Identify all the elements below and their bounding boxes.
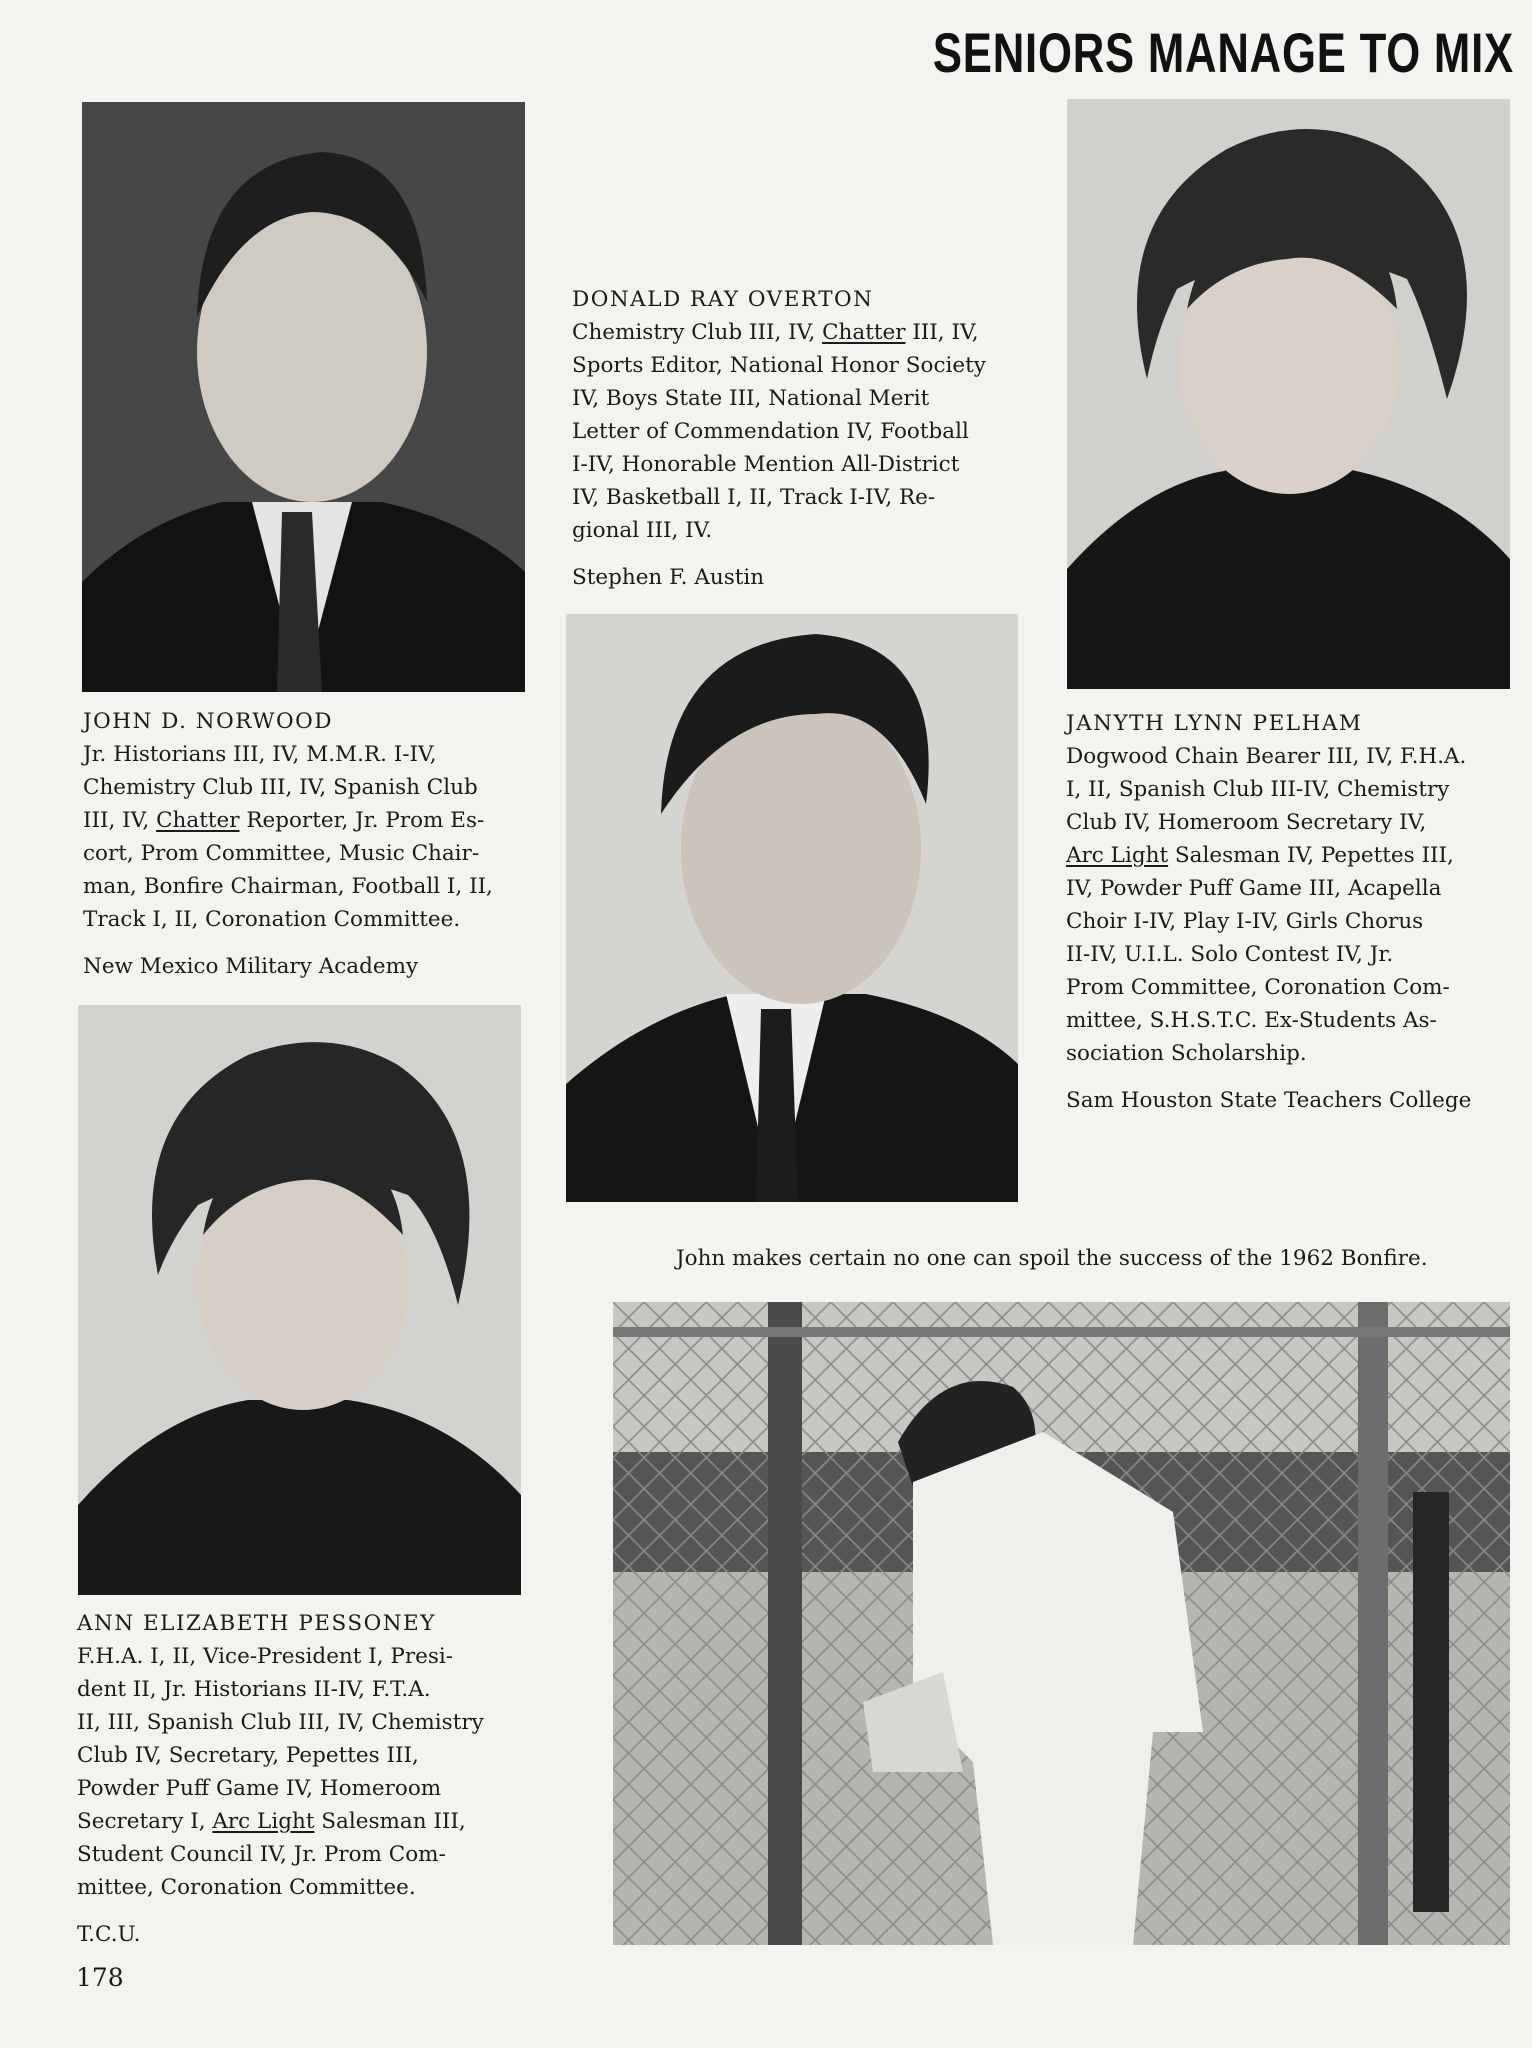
bio-text: Secretary I, [77, 1809, 213, 1834]
bio-line [1066, 839, 1471, 872]
bio-line: IV, Boys State III, National Merit [572, 386, 930, 411]
bio-text: III, IV, [905, 320, 979, 345]
bio-line: I-IV, Honorable Mention All-District [572, 452, 960, 477]
bio-line: I, II, Spanish Club III-IV, Chemistry [1066, 777, 1450, 802]
bio-line: Chemistry Club III, IV, Spanish Club [83, 775, 478, 800]
bio-overton [572, 283, 986, 594]
bio-line: IV, Powder Puff Game III, Acapella [1066, 876, 1442, 901]
bio-line: mittee, Coronation Committee. [77, 1875, 416, 1900]
portrait-photo-pelham [1067, 99, 1510, 689]
student-name: JANYTH LYNN PELHAM [1066, 711, 1363, 736]
bio-line: II-IV, U.I.L. Solo Contest IV, Jr. [1066, 942, 1394, 967]
bio-text: Salesman III, [314, 1809, 466, 1834]
college-name: New Mexico Military Academy [83, 954, 419, 979]
bio-line: IV, Basketball I, II, Track I-IV, Re- [572, 485, 936, 510]
bio-norwood [83, 705, 493, 983]
bio-text: Salesman IV, Pepettes III, [1168, 843, 1454, 868]
bio-text: III, IV, [83, 808, 157, 833]
bio-line: Jr. Historians III, IV, M.M.R. I-IV, [83, 742, 437, 767]
college-name: Stephen F. Austin [572, 565, 765, 590]
bio-line: Student Council IV, Jr. Prom Com- [77, 1842, 446, 1867]
bio-line: Club IV, Secretary, Pepettes III, [77, 1743, 419, 1768]
publication-title: Chatter [822, 320, 906, 345]
bio-line: Dogwood Chain Bearer III, IV, F.H.A. [1066, 744, 1467, 769]
photo-caption: John makes certain no one can spoil the success of the 1962 Bonfire. [676, 1246, 1428, 1271]
bio-line: man, Bonfire Chairman, Football I, II, [83, 874, 493, 899]
bio-line: F.H.A. I, II, Vice-President I, Presi- [77, 1644, 454, 1669]
student-name: ANN ELIZABETH PESSONEY [77, 1611, 436, 1636]
bio-line: Sports Editor, National Honor Society [572, 353, 986, 378]
bio-line: sociation Scholarship. [1066, 1041, 1307, 1066]
student-name: DONALD RAY OVERTON [572, 287, 874, 312]
college-name: Sam Houston State Teachers College [1066, 1088, 1472, 1113]
publication-title: Arc Light [1066, 843, 1169, 868]
bio-line: II, III, Spanish Club III, IV, Chemistry [77, 1710, 484, 1735]
bio-line: Letter of Commendation IV, Football [572, 419, 969, 444]
bio-line [83, 804, 493, 837]
bio-text: Reporter, Jr. Prom Es- [239, 808, 485, 833]
bio-line: Powder Puff Game IV, Homeroom [77, 1776, 442, 1801]
bio-line: Club IV, Homeroom Secretary IV, [1066, 810, 1427, 835]
college-name: T.C.U. [77, 1922, 141, 1947]
bio-line: mittee, S.H.S.T.C. Ex-Students As- [1066, 1008, 1437, 1033]
bio-pessoney [77, 1607, 484, 1951]
bio-line: Track I, II, Coronation Committee. [83, 907, 461, 932]
publication-title: Arc Light [212, 1809, 315, 1834]
bio-line: dent II, Jr. Historians II-IV, F.T.A. [77, 1677, 431, 1702]
publication-title: Chatter [156, 808, 240, 833]
bio-line: cort, Prom Committee, Music Chair- [83, 841, 480, 866]
bio-line: Choir I-IV, Play I-IV, Girls Chorus [1066, 909, 1424, 934]
portrait-photo-pessoney [78, 1005, 521, 1595]
student-name: JOHN D. NORWOOD [83, 709, 334, 734]
bio-line: Prom Committee, Coronation Com- [1066, 975, 1450, 1000]
portrait-photo-overton [566, 614, 1018, 1202]
candid-photo-fence [613, 1302, 1510, 1945]
bio-pelham [1066, 707, 1471, 1117]
bio-text: Chemistry Club III, IV, [572, 320, 823, 345]
bio-line [77, 1805, 484, 1838]
bio-line [572, 316, 986, 349]
page-number: 178 [76, 1963, 124, 1992]
bio-line: gional III, IV. [572, 518, 713, 543]
page-title: SENIORS MANAGE TO MIX [932, 21, 1514, 84]
portrait-photo-norwood [82, 102, 525, 692]
